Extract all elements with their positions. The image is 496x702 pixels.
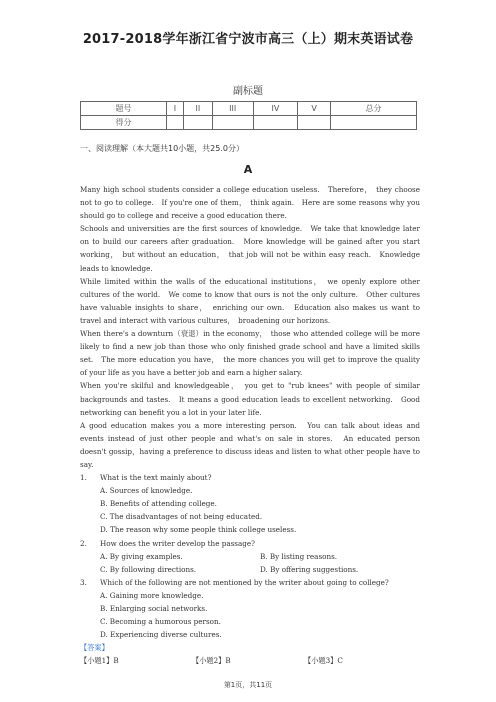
answer-option: C. Becoming a humorous person. (100, 617, 221, 627)
answer-option: D. Experiencing diverse cultures. (100, 630, 222, 640)
score-cell (253, 116, 298, 130)
score-table-header-cell: 总分 (331, 102, 417, 116)
score-cell (212, 116, 253, 130)
score-cell (166, 116, 183, 130)
question-stem (80, 576, 420, 589)
answer-item: 【小题1】B (80, 656, 119, 666)
question-text: How does the writer develop the passage? (100, 538, 255, 548)
page-footer: 第1页，共11页 (223, 681, 273, 689)
answer-option: A. Gaining more knowledge. (100, 590, 204, 600)
answer-label: 【答案】 (80, 643, 109, 653)
answer-option: B. Benefits of attending college. (100, 499, 217, 509)
page-subtitle: 副标题 (233, 86, 263, 97)
score-table-score-row (81, 116, 417, 130)
section-heading: 一、阅读理解（本大题共10小题，共25.0分） (80, 144, 244, 153)
passage-paragraph: When you're skilful and knowledgeable， you get to "rub knees" with people of similar backgrounds and tastes. It means a good education leads to excellent networking. Good networking can benefit you a lot in your later life. (80, 381, 420, 417)
question-number: 1. (80, 473, 87, 483)
passage-paragraph: A good education makes you a more interesting person. You can talk about ideas and events instead of just other people and what's on sale in stores. An educated person doesn't gossip，having a preference to discuss ideas and listen to what other people have to say. (80, 420, 420, 469)
answer-option: A. By giving examples. (100, 551, 183, 561)
score-table-header-cell: IV (253, 102, 298, 116)
question-stem (80, 537, 420, 550)
question-number: 2. (80, 538, 87, 548)
answer-item: 【小题2】B (192, 656, 231, 666)
answer-item: 【小题3】C (304, 656, 343, 666)
score-table-header-cell: II (183, 102, 212, 116)
score-cell (331, 116, 417, 130)
answer-option-row (80, 550, 420, 563)
score-row-label: 得分 (81, 116, 167, 130)
answer-option: A. Sources of knowledge. (100, 486, 193, 496)
passage-paragraph: Schools and universities are the first sources of knowledge. We take that knowledge later on to build our careers after graduation. More knowledge will be gained after you start working， but without an education， that job will not be within easy reach. Knowledge leads to knowledge. (80, 224, 420, 273)
answer-key (80, 654, 420, 667)
passage-body (80, 183, 420, 667)
question-text: Which of the following are not mentioned by the writer about going to college? (100, 577, 389, 587)
score-cell (183, 116, 212, 130)
score-table-header-cell: V (298, 102, 331, 116)
score-table-header-row (81, 102, 417, 116)
page-title: 2017-2018学年浙江省宁波市高三（上）期末英语试卷 (82, 32, 414, 47)
answer-option: C. The disadvantages of not being educated. (100, 512, 263, 522)
answer-option: B. By listing reasons. (260, 551, 338, 561)
question-stem (80, 471, 420, 484)
answer-option-row (80, 563, 420, 576)
score-table-header-cell: I (166, 102, 183, 116)
passage-paragraph: While limited within the walls of the educational institutions， we openly explore other cultures of the world. We come to know that ours is not the only culture. Other cultures have valuable insights to share， enriching our own. Education also makes us want to travel and interact with various cultures， broadening our horizons. (80, 276, 420, 325)
question-text: What is the text mainly about? (100, 473, 212, 483)
passage-heading: A (243, 163, 253, 176)
answer-option: B. Enlarging social networks. (100, 604, 208, 613)
score-table-header-cell: 题号 (81, 102, 167, 116)
answer-option: D. The reason why some people think college useless. (100, 525, 297, 535)
question-number: 3. (80, 577, 87, 587)
answer-option: D. By offering suggestions. (260, 564, 359, 574)
passage-paragraph: Many high school students consider a college education useless. Therefore， they choose not to go to college. If you're one of them， think again. Here are some reasons why you should go to college and receive a good education there. (80, 185, 420, 221)
answer-option: C. By following directions. (100, 564, 197, 574)
score-cell (298, 116, 331, 130)
passage-paragraph: When there's a downturn（衰退）in the economy， those who attended college will be more likely to find a new job than those who only finished grade school and have a limited skills set. The more education you have， the more chances you will get to improve the quality of your life as you have a better job and earn a higher salary. (80, 329, 420, 378)
score-table (80, 101, 417, 130)
score-table-header-cell: III (212, 102, 253, 116)
